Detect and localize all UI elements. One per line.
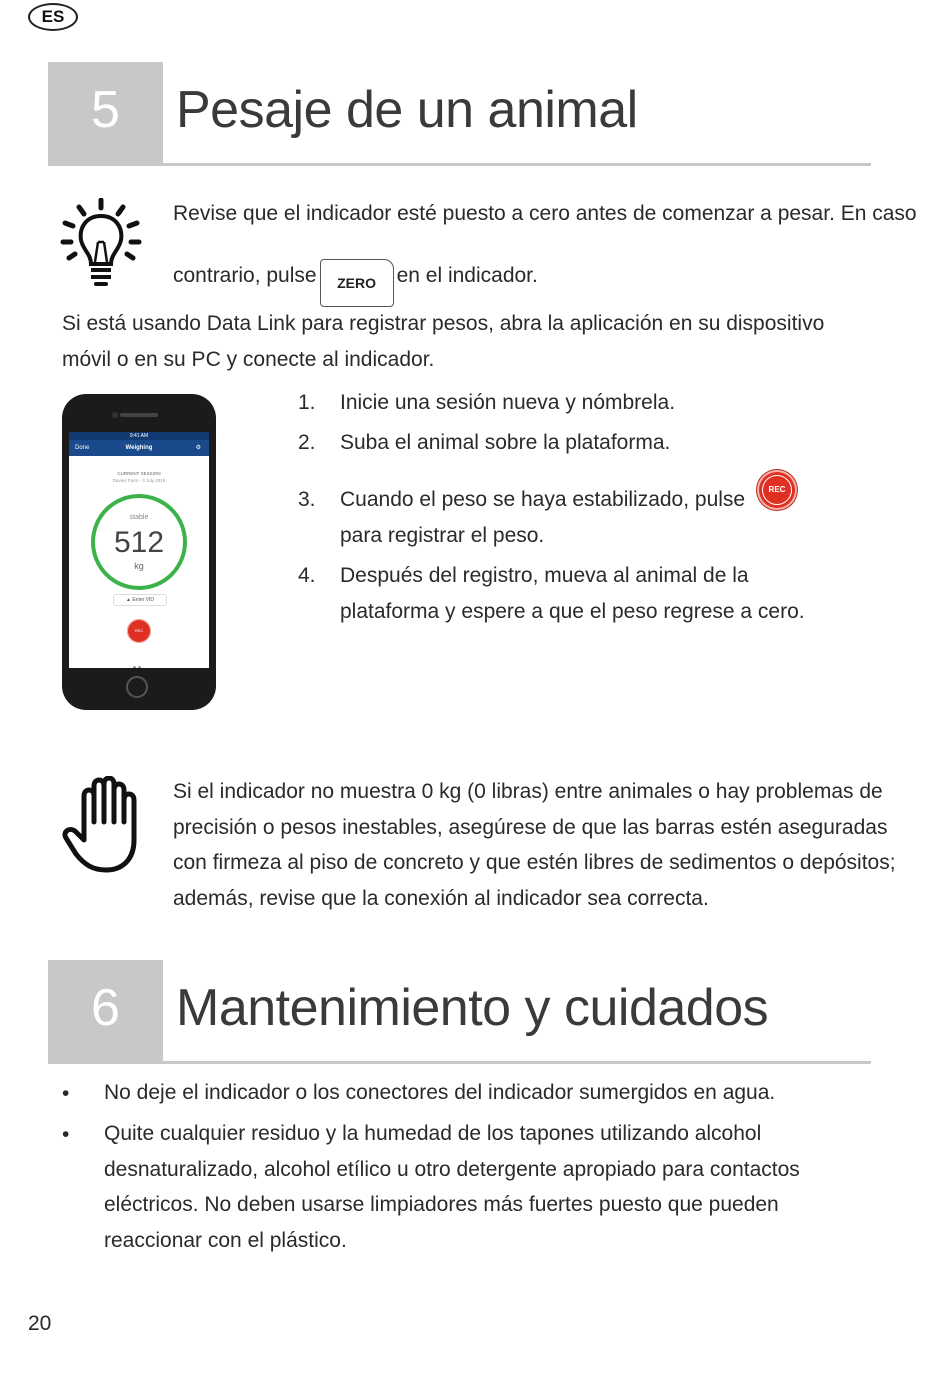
gear-icon: ⚙ — [195, 445, 201, 451]
bullet-marker: • — [62, 1123, 70, 1146]
step-text-cont: para registrar el peso. — [340, 524, 545, 547]
phone-weight-value: 512 — [113, 526, 165, 559]
phone-done-button: Done — [75, 445, 90, 451]
tip-text-line1: Revise que el indicador esté puesto a cero antes de comenzar a pesar. En caso — [173, 202, 917, 225]
section-rule — [48, 163, 871, 166]
phone-nav-title: Weighing — [125, 445, 153, 451]
section-rule — [48, 1061, 871, 1064]
phone-session-farm: Davies Farm - 3 July 2018 — [112, 478, 166, 483]
step-text-cont: plataforma y espere a que el peso regrese a cero. — [340, 600, 805, 623]
phone-page-dots — [133, 656, 145, 659]
phone-vid-button: ▲ Enter VID — [113, 594, 167, 606]
step-number: 3. — [298, 488, 316, 511]
phone-illustration — [62, 394, 216, 710]
warning-line3: con firmeza al piso de concreto y que estén libres de sedimentos o depósitos; — [173, 851, 896, 874]
step-number: 1. — [298, 391, 316, 414]
section-title: Mantenimiento y cuidados — [176, 979, 769, 1037]
warning-line4: además, revise que la conexión al indicador sea correcta. — [173, 887, 709, 910]
phone-status-bar: 9:41 AM — [69, 432, 209, 440]
bullet-2-line2: desnaturalizado, alcohol etílico u otro detergente apropiado para contactos — [104, 1158, 800, 1181]
language-badge: ES — [28, 3, 78, 31]
step-text: Inicie una sesión nueva y nómbrela. — [340, 391, 676, 414]
rec-ring — [762, 475, 792, 505]
step-number: 2. — [298, 431, 316, 454]
datalink-line1: Si está usando Data Link para registrar pesos, abra la aplicación en su dispositivo — [62, 312, 825, 335]
zero-key-icon: ZERO — [320, 259, 394, 307]
bullet-2-line3: eléctricos. No deben usarse limpiadores más fuertes puesto que pueden — [104, 1193, 779, 1216]
rec-button-icon — [757, 470, 797, 510]
phone-screen — [69, 432, 209, 668]
phone-home-button — [126, 676, 148, 698]
lightbulb-icon — [60, 198, 142, 290]
section-5-header — [48, 62, 871, 166]
section-number: 5 — [48, 62, 163, 166]
step-text: Suba el animal sobre la plataforma. — [340, 431, 671, 454]
phone-nav-bar — [69, 440, 209, 456]
bullet-1-line1: No deje el indicador o los conectores del indicador sumergidos en agua. — [104, 1081, 776, 1104]
tip-text-line2 — [173, 252, 538, 307]
phone-weight-unit: kg — [134, 561, 144, 571]
phone-session-label: CURRENT SESSION — [117, 471, 161, 476]
tip-text-pre: contrario, pulse — [173, 264, 317, 287]
warning-line2: precisión o pesos inestables, asegúrese de que las barras estén aseguradas — [173, 816, 888, 839]
phone-weight-ring — [91, 494, 187, 590]
page-number: 20 — [28, 1312, 52, 1335]
phone-camera — [112, 412, 118, 418]
datalink-line2: móvil o en su PC y conecte al indicador. — [62, 348, 435, 371]
step-number: 4. — [298, 564, 316, 587]
section-6-header — [48, 960, 871, 1064]
rec-label: REC — [768, 485, 786, 494]
bullet-2-line4: reaccionar con el plástico. — [104, 1229, 347, 1252]
hand-stop-icon — [62, 776, 144, 874]
section-number: 6 — [48, 960, 163, 1064]
warning-line1: Si el indicador no muestra 0 kg (0 libras) entre animales o hay problemas de — [173, 780, 883, 803]
bullet-2-line1: Quite cualquier residuo y la humedad de los tapones utilizando alcohol — [104, 1122, 762, 1145]
step-text: Después del registro, mueva al animal de la — [340, 564, 749, 587]
phone-speaker — [120, 413, 158, 417]
section-title: Pesaje de un animal — [176, 81, 638, 139]
step-text: Cuando el peso se haya estabilizado, pulse — [340, 488, 746, 511]
tip-text-post: en el indicador. — [396, 264, 538, 287]
phone-rec-button: REC — [127, 619, 151, 643]
phone-weight-state: stable — [129, 514, 149, 521]
bullet-marker: • — [62, 1082, 70, 1105]
